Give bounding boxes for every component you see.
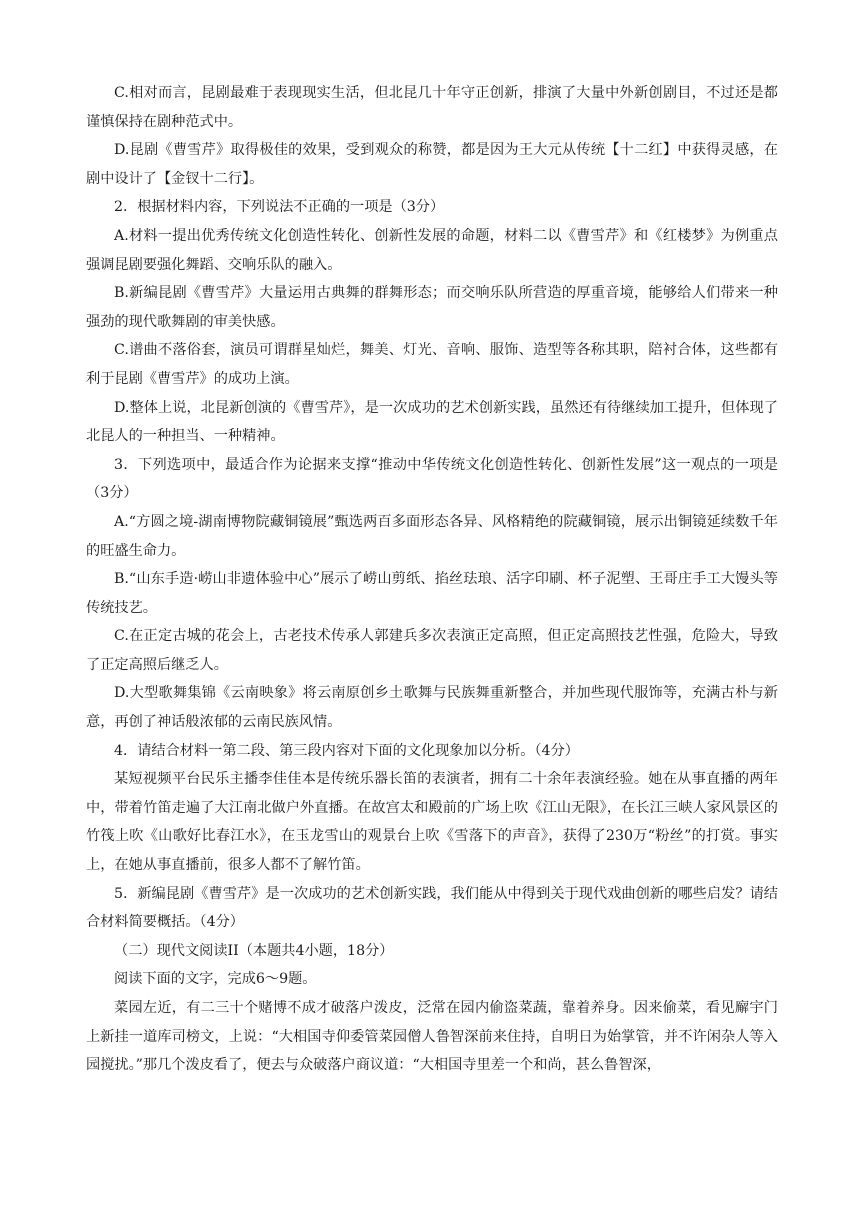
section-heading: （二）现代文阅读II（本题共4小题，18分） xyxy=(114,942,394,959)
option-3c: C.在正定古城的花会上，古老技术传承人郭建兵多次表演正定高照，但正定高照技艺性强，危险大，导致了正定高照后继乏人。 xyxy=(86,628,778,673)
document-page xyxy=(86,79,778,1080)
question-5: 5．新编昆剧《曹雪芹》是一次成功的艺术创新实践，我们能从中得到关于现代戏曲创新的哪些启发？请结合材料简要概括。（4分） xyxy=(86,885,778,931)
option-1c: C.相对而言，昆剧最难于表现现实生活，但北昆几十年守正创新，排演了大量中外新创剧目，不过还是都谨慎保持在剧种范式中。 xyxy=(86,85,778,130)
reading-instruction: 阅读下面的文字，完成6～9题。 xyxy=(114,971,317,988)
option-3a: A.“方圆之境-湖南博物院藏铜镜展”甄选两百多面形态各异、风格精绝的院藏铜镜，展示出铜镜延续数千年的旺盛生命力。 xyxy=(86,513,778,559)
option-2d: D.整体上说，北昆新创演的《曹雪芹》，是一次成功的艺术创新实践，虽然还有待继续加工提升，但体现了北昆人的一种担当、一种精神。 xyxy=(86,399,778,445)
option-2b: B.新编昆剧《曹雪芹》大量运用古典舞的群舞形态；而交响乐队所营造的厚重音境，能够给人们带来一种强劲的现代歌舞剧的审美快感。 xyxy=(86,285,778,330)
option-1d: D.昆剧《曹雪芹》取得极佳的效果，受到观众的称赞，都是因为王大元从传统【十二红】中获得灵感，在剧中设计了【金钗十二行】。 xyxy=(86,142,778,187)
question-3: 3．下列选项中，最适合作为论据来支撑“推动中华传统文化创造性转化、创新性发展”这一观点的一项是（3分） xyxy=(86,456,778,502)
passage-text: 菜园左近，有二三十个赌博不成才破落户泼皮，泛常在园内偷盗菜蔬，靠着养身。因来偷菜，看见廨宇门上新挂一道库司榜文，上说：“大相国寺仰委管菜园僧人鲁智深前来住持，自明日为始掌管，并不许闲杂人等入园搅扰。”那几个泼皮看了，便去与众破落户商议道：“大相国寺里差一个和尚，甚么鲁智深， xyxy=(86,1000,778,1074)
option-3d: D.大型歌舞集锦《云南映象》将云南原创乡土歌舞与民族舞重新整合，并加些现代服饰等，充满古朴与新意，再创了神话般浓郁的云南民族风情。 xyxy=(86,685,778,731)
option-2c: C.谱曲不落俗套，演员可谓群星灿烂，舞美、灯光、音响、服饰、造型等各称其职，陪衬合体，这些都有利于昆剧《曹雪芹》的成功上演。 xyxy=(86,342,778,387)
question-4-material: 某短视频平台民乐主播李佳佳本是传统乐器长笛的表演者，拥有二十余年表演经验。她在从事直播的两年中，带着竹笛走遍了大江南北做户外直播。在故宫太和殿前的广场上吹《江山无限》，在长江三峡人家风景区的竹筏上吹《山歌好比春江水》，在玉龙雪山的观景台上吹《雪落下的声音》，获得了230万“粉丝”的打赏。事实上，在她从事直播前，很多人都不了解竹笛。 xyxy=(86,771,778,874)
question-4: 4．请结合材料一第二段、第三段内容对下面的文化现象加以分析。（4分） xyxy=(114,742,579,759)
question-2: 2．根据材料内容，下列说法不正确的一项是（3分） xyxy=(114,199,445,216)
option-3b: B.“山东手造·崂山非遗体验中心”展示了崂山剪纸、掐丝珐琅、活字印刷、杯子泥塑、王哥庄手工大馒头等传统技艺。 xyxy=(86,571,778,616)
option-2a: A.材料一提出优秀传统文化创造性转化、创新性发展的命题，材料二以《曹雪芹》和《红楼梦》为例重点强调昆剧要强化舞蹈、交响乐队的融入。 xyxy=(86,227,778,273)
